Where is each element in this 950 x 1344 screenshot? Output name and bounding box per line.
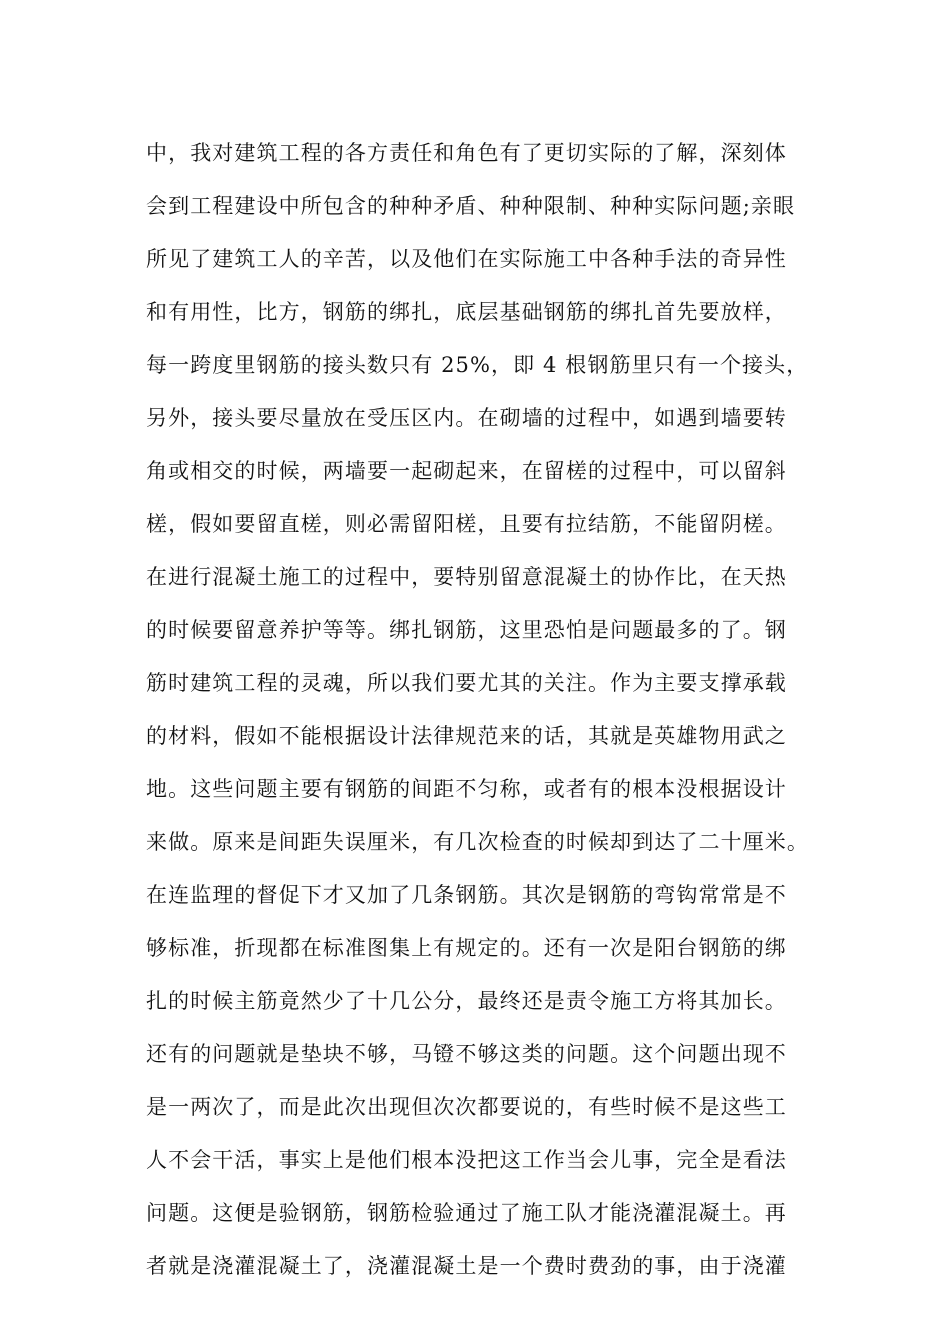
text-line-4: 和有用性，比方，钢筋的绑扎，底层基础钢筋的绑扎首先要放样， [146, 300, 787, 324]
text-line-11: 筋时建筑工程的灵魂，所以我们要尤其的关注。作为主要支撑承载 [146, 671, 787, 695]
text-line-8: 槎，假如要留直槎，则必需留阳槎，且要有拉结筋，不能留阴槎。 [146, 512, 787, 536]
text-line-15: 在连监理的督促下才又加了几条钢筋。其次是钢筋的弯钩常常是不 [146, 883, 787, 907]
text-line-21: 问题。这便是验钢筋，钢筋检验通过了施工队才能浇灌混凝土。再 [146, 1201, 787, 1225]
text-line-9: 在进行混凝土施工的过程中，要特别留意混凝土的协作比，在天热 [146, 565, 787, 589]
text-line-12: 的材料，假如不能根据设计法律规范来的话，其就是英雄物用武之 [146, 724, 787, 748]
text-line-10: 的时候要留意养护等等。绑扎钢筋，这里恐怕是问题最多的了。钢 [146, 618, 787, 642]
text-line-13: 地。这些问题主要有钢筋的间距不匀称，或者有的根本没根据设计 [146, 777, 787, 801]
body-text [146, 127, 826, 1293]
text-line-3: 所见了建筑工人的辛苦，以及他们在实际施工中各种手法的奇异性 [146, 247, 787, 271]
text-line-2: 会到工程建设中所包含的种种矛盾、种种限制、种种实际问题;亲眼 [146, 194, 796, 218]
text-line-5: 每一跨度里钢筋的接头数只有 25%，即 4 根钢筋里只有一个接头， [146, 353, 809, 377]
text-line-17: 扎的时候主筋竟然少了十几公分，最终还是责令施工方将其加长。 [146, 989, 787, 1013]
text-line-19: 是一两次了，而是此次出现但次次都要说的，有些时候不是这些工 [146, 1095, 787, 1119]
text-line-20: 人不会干活，事实上是他们根本没把这工作当会儿事，完全是看法 [146, 1148, 787, 1172]
text-line-22: 者就是浇灌混凝土了，浇灌混凝土是一个费时费劲的事，由于浇灌 [146, 1254, 787, 1278]
text-line-1: 中，我对建筑工程的各方责任和角色有了更切实际的了解，深刻体 [146, 141, 787, 165]
text-line-7: 角或相交的时候，两墙要一起砌起来，在留槎的过程中，可以留斜 [146, 459, 787, 483]
text-line-18: 还有的问题就是垫块不够，马镫不够这类的问题。这个问题出现不 [146, 1042, 787, 1066]
text-line-16: 够标准，折现都在标准图集上有规定的。还有一次是阳台钢筋的绑 [146, 936, 787, 960]
text-line-6: 另外，接头要尽量放在受压区内。在砌墙的过程中，如遇到墙要转 [146, 406, 787, 430]
text-line-14: 来做。原来是间距失误厘米，有几次检查的时候却到达了二十厘米。 [146, 830, 809, 854]
